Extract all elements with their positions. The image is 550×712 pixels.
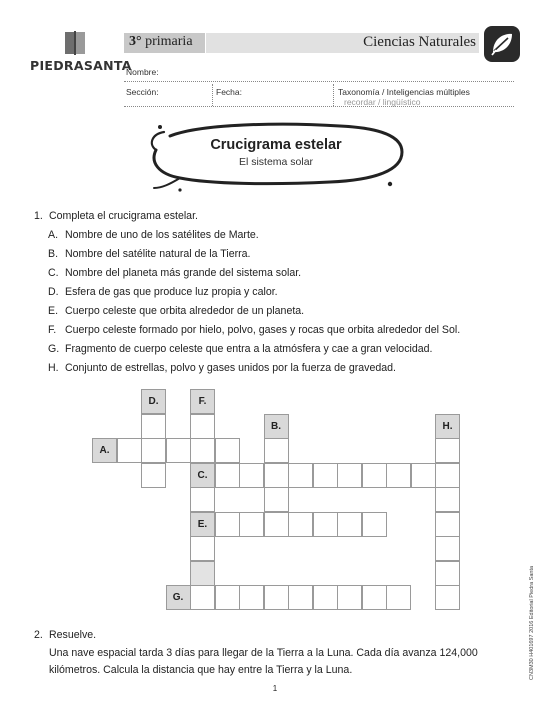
subject-title: Ciencias Naturales (363, 34, 476, 50)
taxonomy-values: recordar / lingüístico (344, 97, 421, 107)
crossword-cell[interactable] (239, 585, 264, 610)
crossword-cell[interactable] (337, 463, 362, 488)
question-prompt: Resuelve. (49, 629, 97, 641)
crossword-cell[interactable] (288, 463, 313, 488)
date-label: Fecha: (216, 87, 242, 97)
clue-letter: F. (48, 324, 57, 336)
crossword-cell[interactable] (313, 585, 338, 610)
crossword-cell[interactable] (386, 463, 411, 488)
crossword-cell[interactable] (190, 487, 215, 512)
crossword-cell[interactable] (141, 438, 166, 463)
crossword-cell[interactable] (386, 585, 411, 610)
crossword-cell[interactable] (288, 585, 313, 610)
crossword-cell[interactable] (190, 536, 215, 561)
clue-label-c: C. (190, 463, 215, 488)
clue-label-a: A. (92, 438, 117, 463)
clue-label-e: E. (190, 512, 215, 537)
crossword-cell[interactable] (190, 414, 215, 439)
question-number: 2. (34, 629, 43, 641)
question-number: 1. (34, 210, 43, 222)
crossword-cell[interactable] (362, 512, 387, 537)
crossword-cell[interactable] (117, 438, 142, 463)
crossword-cell[interactable] (239, 512, 264, 537)
clue-text: Nombre del planeta más grande del sistema solar. (65, 267, 302, 279)
clue-letter: C. (48, 267, 59, 279)
crossword-cell[interactable] (435, 536, 460, 561)
clue-text: Esfera de gas que produce luz propia y calor. (65, 286, 278, 298)
crossword-cell[interactable] (435, 438, 460, 463)
crossword-cell[interactable] (264, 585, 289, 610)
crossword-cell[interactable] (337, 585, 362, 610)
crossword-cell[interactable] (362, 463, 387, 488)
clue-label-b: B. (264, 414, 289, 439)
crossword-cell[interactable] (313, 463, 338, 488)
page-number: 1 (272, 684, 278, 693)
clue-label-d: D. (141, 389, 166, 414)
crossword-cell[interactable] (141, 414, 166, 439)
crossword-cell[interactable] (411, 463, 436, 488)
name-line[interactable] (124, 81, 514, 82)
taxonomy-label: Taxonomía / Inteligencias múltiples (338, 87, 470, 97)
clue-letter: G. (48, 343, 60, 355)
crossword-cell[interactable] (362, 585, 387, 610)
book-icon (62, 30, 88, 56)
question-prompt: Completa el crucigrama estelar. (49, 210, 198, 222)
crossword-cell[interactable] (435, 561, 460, 586)
clue-text: Nombre del satélite natural de la Tierra. (65, 248, 251, 260)
crossword-cell[interactable] (190, 438, 215, 463)
clue-label-g: G. (166, 585, 191, 610)
grade-label (124, 33, 206, 53)
section-line (124, 106, 514, 107)
crossword-cell[interactable] (435, 512, 460, 537)
worksheet-subtitle: El sistema solar (238, 156, 314, 168)
crossword-cell[interactable] (264, 463, 289, 488)
brand-name: PIEDRASANTA (30, 58, 132, 73)
crossword-cell[interactable] (337, 512, 362, 537)
clue-letter: D. (48, 286, 59, 298)
crossword-cell[interactable] (239, 463, 264, 488)
worksheet-title: Crucigrama estelar (210, 137, 342, 153)
crossword-cell[interactable] (166, 438, 191, 463)
leaf-icon (484, 26, 520, 62)
title-cloud (140, 118, 412, 192)
crossword-cell[interactable] (215, 438, 240, 463)
grade-word: primaria (145, 34, 193, 49)
crossword-cell[interactable] (264, 487, 289, 512)
clue-text: Cuerpo celeste que orbita alrededor de un planeta. (65, 305, 305, 317)
crossword-cell[interactable] (435, 585, 460, 610)
crossword-cell[interactable] (141, 463, 166, 488)
crossword-cell[interactable] (264, 512, 289, 537)
crossword-cell[interactable] (264, 438, 289, 463)
crossword-cell[interactable] (313, 512, 338, 537)
crossword-cell[interactable] (215, 585, 240, 610)
clue-letter: B. (48, 248, 59, 260)
document-code: CN3M30 H401697 2016 Editorial Piedra Santa (529, 565, 535, 680)
clue-label-f: F. (190, 389, 215, 414)
grade-number: 3° (129, 34, 142, 49)
section-label: Sección: (126, 87, 159, 97)
problem-text: Una nave espacial tarda 3 días para llegar de la Tierra a la Luna. Cada día avanza 124,000 kilómetros. Calcula la distancia que hay entre la Tierra y la Luna. (49, 647, 478, 676)
clue-text: Fragmento de cuerpo celeste que entra a la atmósfera y cae a gran velocidad. (65, 343, 433, 355)
clue-letter: A. (48, 229, 59, 241)
publisher-logo (30, 30, 132, 73)
clue-letter: H. (48, 362, 59, 374)
crossword-cell[interactable] (190, 561, 215, 586)
crossword-cell[interactable] (215, 512, 240, 537)
crossword-cell[interactable] (215, 463, 240, 488)
name-label: Nombre: (126, 67, 159, 77)
clue-letter: E. (48, 305, 59, 317)
clue-text: Cuerpo celeste formado por hielo, polvo, gases y rocas que orbita alrededor del Sol. (65, 324, 461, 336)
clue-label-h: H. (435, 414, 460, 439)
crossword-cell[interactable] (435, 487, 460, 512)
crossword-cell[interactable] (435, 463, 460, 488)
clue-text: Nombre de uno de los satélites de Marte. (65, 229, 259, 241)
divider (333, 84, 334, 106)
crossword-cell[interactable] (190, 585, 215, 610)
crossword-cell[interactable] (288, 512, 313, 537)
divider (212, 84, 213, 106)
clue-text: Conjunto de estrellas, polvo y gases unidos por la fuerza de gravedad. (65, 362, 396, 374)
